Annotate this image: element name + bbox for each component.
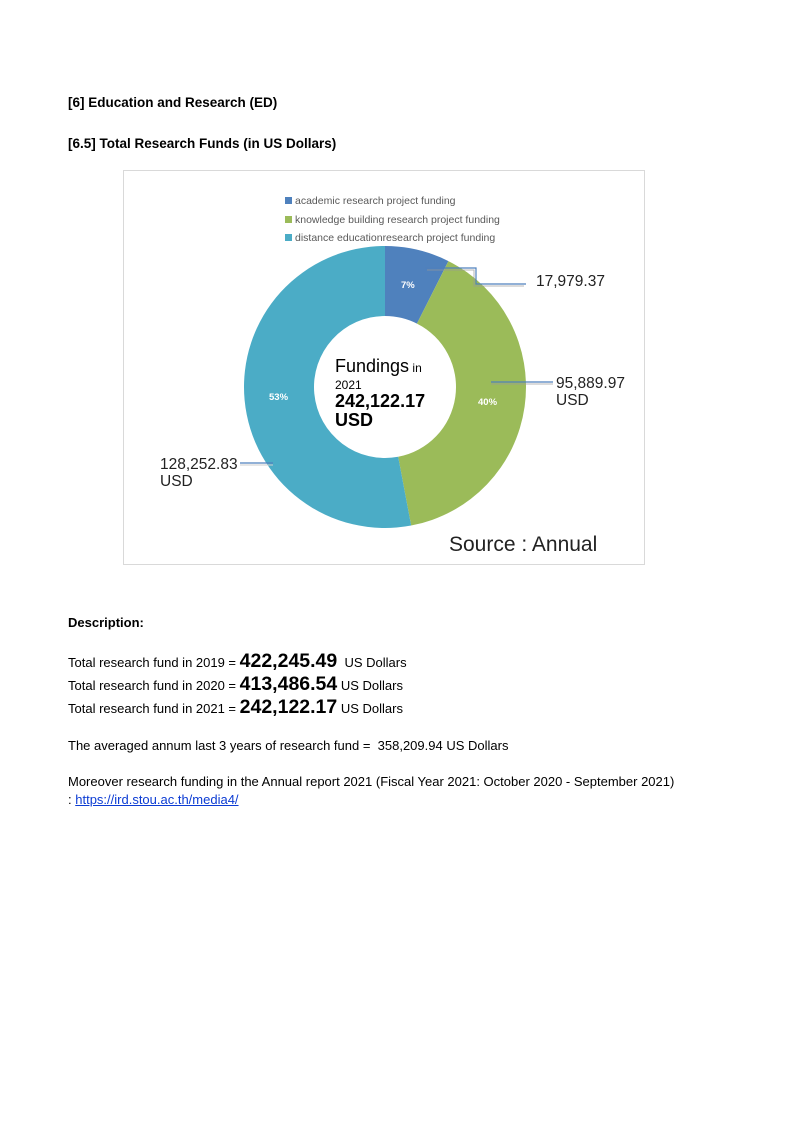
- fund-row-2020: Total research fund in 2020 = 413,486.54 US Dollars: [68, 673, 403, 695]
- average-text: The averaged annum last 3 years of research fund = 358,209.94 US Dollars: [68, 738, 509, 753]
- value-label-academic: 17,979.37: [536, 273, 605, 290]
- value-label-knowledge: 95,889.97 USD: [556, 375, 625, 409]
- donut-center-label: Fundings in 2021 242,122.17 USD: [335, 356, 426, 430]
- annual-report-link[interactable]: https://ird.stou.ac.th/media4/: [75, 792, 239, 807]
- section-title: [6] Education and Research (ED): [68, 95, 278, 110]
- fund-row-2019: Total research fund in 2019 = 422,245.49 US Dollars: [68, 650, 407, 672]
- chart-source-annotation: Source : Annual: [449, 533, 598, 556]
- fund-row-2021: Total research fund in 2021 = 242,122.17 US Dollars: [68, 696, 403, 718]
- pct-academic: 7%: [401, 280, 415, 291]
- legend-item-distance: distance educationresearch project funding: [285, 229, 500, 248]
- moreover-text: Moreover research funding in the Annual report 2021 (Fiscal Year 2021: October 2020 - September 2021): [68, 774, 675, 789]
- pct-distance: 53%: [269, 392, 289, 403]
- legend-item-knowledge: knowledge building research project funding: [285, 211, 500, 230]
- value-label-distance: 128,252.83 USD: [160, 456, 238, 490]
- annual-report-link-line: : https://ird.stou.ac.th/media4/: [68, 792, 239, 807]
- pct-knowledge: 40%: [478, 397, 498, 408]
- legend-item-academic: academic research project funding: [285, 192, 500, 211]
- subsection-title: [6.5] Total Research Funds (in US Dollars): [68, 136, 337, 151]
- description-heading: Description:: [68, 615, 144, 630]
